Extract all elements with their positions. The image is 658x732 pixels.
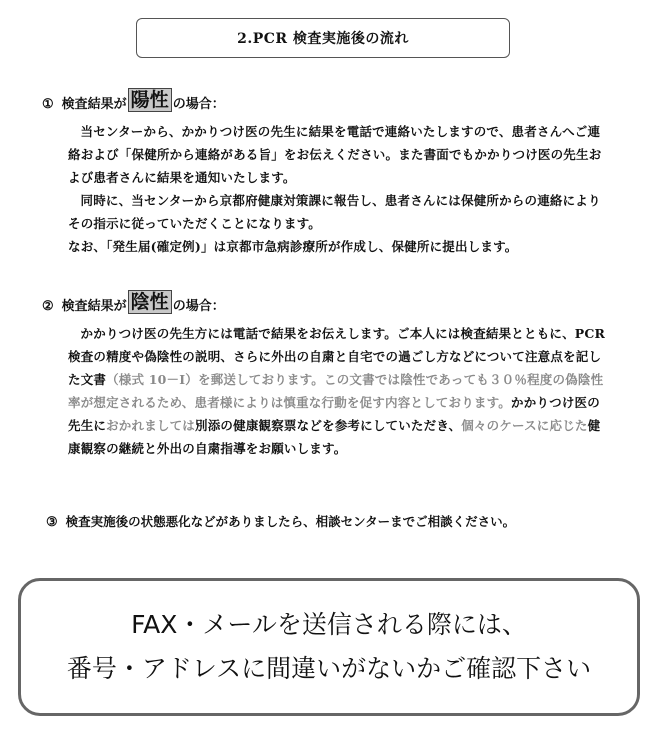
notice-line-2: 番号・アドレスに間違いがないかご確認下さい [66,654,592,683]
section3-number: ③ [46,515,58,530]
section2-number: ② [42,299,54,314]
section2-suffix: の場合： [172,299,225,314]
notice-line-1: FAX・メールを送信される際には、 [131,610,527,639]
negative-highlight: 陰性 [128,290,172,314]
section2-text-e: 別添の健康観察票などを参考にしていただき、 [195,418,462,433]
section1-prefix: 検査結果が [61,97,127,112]
section2-text-d: おかれましては [106,418,196,433]
notice-box [18,578,640,716]
section2-text-a: かかりつけ医の先生方には電話で結果をお伝えします。ご本人には検査結果とともに、PCR 検査の精度や偽陰性の説明、さらに外出の自粛と自宅での過ごし方などについて注意点を記した文書 [68,326,606,387]
section2-text-c: かかりつけ医の先生に [68,395,600,433]
section2-text-f: 個々のケースに応じた [461,418,588,433]
section1-heading [42,88,225,112]
section1-number: ① [42,97,54,112]
section1-suffix: の場合： [172,97,225,112]
section-title: 2.PCR 検査実施後の流れ [136,18,510,58]
section1-body [68,120,606,258]
section3-text: 検査実施後の状態悪化などがありましたら、相談センターまでご相談ください。 [65,514,516,529]
section2-text-b: （様式 10－Ⅰ）を郵送しております。この文書では陰性であっても３０％程度の偽陰性率が想定されるため、患者様によりは慎重な行動を促す内容としております。 [68,372,604,410]
section3-note [46,512,515,530]
section2-heading [42,290,225,314]
section2-body [68,322,606,460]
section2-prefix: 検査結果が [61,299,127,314]
section1-paragraph-2: 同時に、当センターから京都府健康対策課に報告し、患者さんには保健所からの連絡によりその指示に従っていただくことになります。 [68,193,601,231]
section1-paragraph-3: なお、「発生届(確定例)」は京都市急病診療所が作成し、保健所に提出します。 [68,239,518,254]
section1-paragraph-1: 当センターから、かかりつけ医の先生に結果を電話で連絡いたしますので、患者さんへご連絡および「保健所から連絡がある旨」をお伝えください。また書面でもかかりつけ医の先生および患者さんに結果を通知いたします。 [68,124,602,185]
section2-paragraph [68,322,606,460]
section2-text-g: 健康観察の継続と外出の自粛指導をお願いします。 [68,418,601,456]
positive-highlight: 陽性 [128,88,172,112]
